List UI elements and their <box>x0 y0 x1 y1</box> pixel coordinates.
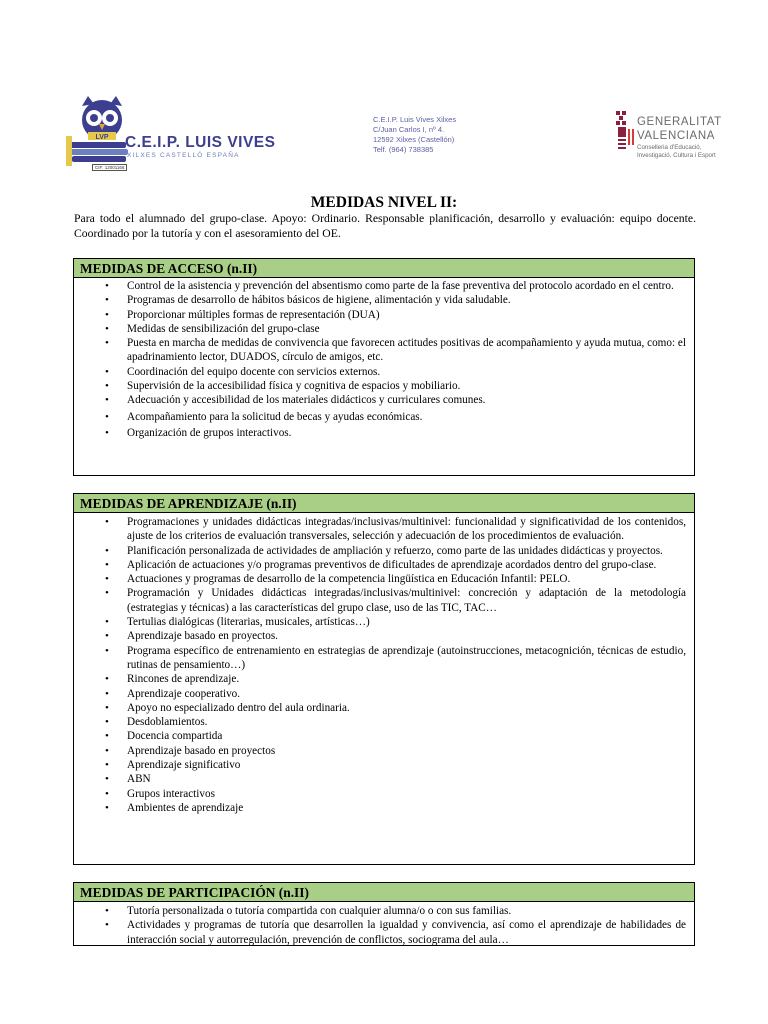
list-item: • Aprendizaje basado en proyectos. <box>74 629 686 643</box>
list-item: • Adecuación y accesibilidad de los materiales didácticos y curriculares comunes. <box>74 393 686 407</box>
bullet-list <box>74 513 694 815</box>
gov-name-line: GENERALITAT <box>637 116 722 128</box>
list-item: • Programación y Unidades didácticas integradas/inclusivas/multinivel: concreción y adaptación de la metodología (estrategias y técnicas) a las características del grupo clase, uso de las TIC, TAC… <box>74 586 686 615</box>
page-title: MEDIDAS NIVEL II: <box>310 194 458 211</box>
svg-text:LVP: LVP <box>95 134 109 141</box>
letterhead <box>0 0 768 180</box>
section-aprendizaje <box>73 493 695 865</box>
list-item: • Medidas de sensibilización del grupo-clase <box>74 322 686 336</box>
gov-name-line: VALENCIANA <box>637 130 716 142</box>
list-item: • Apoyo no especializado dentro del aula ordinaria. <box>74 701 686 715</box>
list-item: • Organización de grupos interactivos. <box>74 426 686 440</box>
list-item: • Programaciones y unidades didácticas integradas/inclusivas/multinivel: funcionalidad y significatividad de los contenidos, ajuste de los criterios de evaluación transversales, selección y adecuación de los procedimientos de evaluación. <box>74 515 686 544</box>
list-item: • Programa específico de entrenamiento en estrategias de aprendizaje (autoinstrucciones, metacognición, técnicas de estudio, rutinas de pensamiento…) <box>74 644 686 673</box>
list-item: • Coordinación del equipo docente con servicios externos. <box>74 365 686 379</box>
list-item: • Control de la asistencia y prevención del absentismo como parte de la fase preventiva del protocolo acordado en el centro. <box>74 279 686 293</box>
list-item: • Ambientes de aprendizaje <box>74 801 686 815</box>
gov-sub-line: Conselleria d'Educació, <box>637 144 702 151</box>
section-participacion <box>73 882 695 946</box>
section-heading: MEDIDAS DE PARTICIPACIÓN (n.II) <box>74 883 694 902</box>
intro-paragraph: Para todo el alumnado del grupo-clase. Apoyo: Ordinario. Responsable planificación, desarrollo y evaluación: equipo docente. Coordinado por la tutoría y con el asesoramiento del OE. <box>74 212 696 240</box>
list-item: • Puesta en marcha de medidas de convivencia que favorecen actitudes positivas de acompañamiento y ayuda mutua, como: el apadrinamiento lector, DUADOS, círculo de amigos, etc. <box>74 336 686 365</box>
list-item: • Aprendizaje significativo <box>74 758 686 772</box>
school-cif: CIF: 12001166 <box>92 164 127 171</box>
address-line: 12592 Xilxes (Castellón) <box>373 135 455 144</box>
address-line: C/Juan Carlos I, nº 4. <box>373 125 445 134</box>
list-item: • Actuaciones y programas de desarrollo de la competencia lingüística en Educación Infantil: PELO. <box>74 572 686 586</box>
generalitat-name <box>637 115 722 143</box>
list-item: • Desdoblamientos. <box>74 715 686 729</box>
school-location-logo: XILXES CASTELLÓ ESPAÑA <box>127 152 240 159</box>
list-item: • Acompañamiento para la solicitud de becas y ayudas económicas. <box>74 410 686 424</box>
list-item: • ABN <box>74 772 686 786</box>
section-heading: MEDIDAS DE APRENDIZAJE (n.II) <box>74 494 694 513</box>
list-item: • Aplicación de actuaciones y/o programas preventivos de dificultades de aprendizaje acordados dentro del grupo-clase. <box>74 558 686 572</box>
gov-sub-line: Investigació, Cultura i Esport <box>637 151 716 159</box>
list-item: • Supervisión de la accesibilidad física y cognitiva de espacios y mobiliario. <box>74 379 686 393</box>
list-item: • Docencia compartida <box>74 729 686 743</box>
conselleria-name <box>637 144 716 159</box>
address-line: C.E.I.P. Luis Vives Xilxes <box>373 115 457 124</box>
list-item: • Programas de desarrollo de hábitos básicos de higiene, alimentación y vida saludable. <box>74 293 686 307</box>
list-item: • Rincones de aprendizaje. <box>74 672 686 686</box>
list-item: • Aprendizaje cooperativo. <box>74 687 686 701</box>
bullet-list <box>74 902 694 947</box>
section-heading: MEDIDAS DE ACCESO (n.II) <box>74 259 694 278</box>
bullet-list <box>74 278 694 440</box>
list-item: • Grupos interactivos <box>74 787 686 801</box>
address-line: Telf. (964) 738385 <box>373 145 434 154</box>
list-item: • Tertulias dialógicas (literarias, musicales, artísticas…) <box>74 615 686 629</box>
list-item: • Planificación personalizada de actividades de ampliación y refuerzo, como parte de las unidades didácticas y proyectos. <box>74 544 686 558</box>
school-name-logo: C.E.I.P. LUIS VIVES <box>125 134 276 151</box>
list-item: • Aprendizaje basado en proyectos <box>74 744 686 758</box>
list-item: • Proporcionar múltiples formas de representación (DUA) <box>74 308 686 322</box>
school-address <box>373 115 456 155</box>
list-item: • Tutoría personalizada o tutoría compartida con cualquier alumna/o o con sus familias. <box>74 904 686 918</box>
list-item: • Actividades y programas de tutoría que desarrollen la igualdad y convivencia, así como el aprendizaje de habilidades de interacción social y autorregulación, prevención de conflictos, sociograma del aula… <box>74 918 686 947</box>
section-acceso <box>73 258 695 476</box>
